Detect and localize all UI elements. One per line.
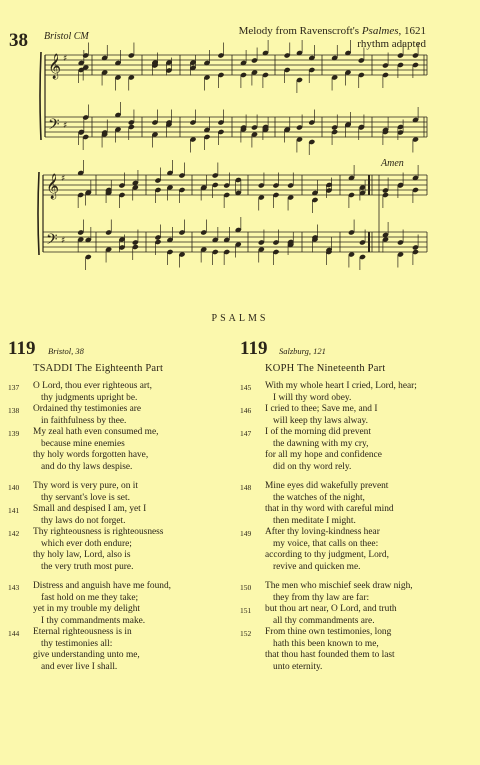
part-title: TSADDI The Eighteenth Part (33, 363, 164, 374)
psalm-number: 119 (8, 338, 36, 359)
psalm-header (8, 338, 228, 358)
verse-number: 149 (240, 529, 252, 538)
music-score (0, 0, 480, 300)
verse-line: will keep thy laws alway. (273, 415, 368, 426)
verse-line: thy holy words forgotten have, (33, 450, 149, 460)
verse-line: Eternal righteousness is in (33, 627, 132, 637)
psalm-header (240, 338, 460, 358)
verse (8, 381, 228, 404)
sharp-icon: ♯ (61, 236, 66, 246)
verse-number: 142 (8, 529, 20, 538)
verse-line: the dawning with my cry, (273, 438, 369, 449)
verse-line: yet in my trouble my delight (33, 604, 141, 614)
sharp-icon: ♯ (63, 121, 68, 131)
hymn-number: 38 (9, 30, 28, 51)
verse (240, 481, 460, 527)
verse-number: 139 (8, 429, 20, 438)
verse (8, 504, 228, 527)
verse (240, 527, 460, 573)
verse (8, 527, 228, 573)
verse-line: I cried to thee; Save me, and I (265, 404, 378, 414)
sharp-icon: ♯ (63, 54, 68, 64)
verse-line: thy laws do not forget. (41, 515, 126, 526)
verse-line: give understanding unto me, (33, 650, 140, 660)
verse-line: that thou hast founded them to last (265, 650, 395, 660)
amen-label: Amen (381, 158, 404, 169)
verse-line: From thine own testimonies, long (265, 627, 392, 637)
verse-number: 152 (240, 629, 252, 638)
melody-credit-source: Psalmes (361, 25, 399, 37)
verse (240, 581, 460, 604)
verse (8, 627, 228, 673)
verse-line: Thy righteousness is righteousness (33, 527, 164, 537)
verse-number: 144 (8, 629, 20, 638)
verse-number: 150 (240, 583, 252, 592)
verse-line: I will thy word obey. (273, 392, 352, 403)
verse-number: 146 (240, 406, 252, 415)
verse-line: and ever live I shall. (41, 661, 118, 672)
verse-line: fast hold on me they take; (41, 592, 139, 603)
melody-credit-year: , 1621 (398, 25, 426, 37)
psalm-right (240, 338, 460, 673)
verse (240, 627, 460, 673)
verse-line: they from thy law are far: (273, 592, 370, 603)
melody-credit-note: rhythm adapted (357, 38, 426, 50)
verse-line: thy testimonies all: (41, 638, 113, 649)
verse-line: I of the morning did prevent (265, 427, 371, 437)
verse (8, 481, 228, 504)
verse (240, 404, 460, 427)
verse-line: Small and despised I am, yet I (33, 504, 147, 514)
verse-number: 141 (8, 506, 20, 515)
treble-clef-icon: 𝄞 (48, 54, 62, 79)
verse-line: hath this been known to me, (273, 638, 379, 649)
sharp-icon: ♯ (61, 174, 66, 184)
verse (240, 381, 460, 404)
bass-clef-icon: 𝄢 (46, 231, 58, 252)
verse-line: did on thy word rely. (273, 461, 352, 472)
verse-line: O Lord, thou ever righteous art, (33, 381, 152, 391)
verse-line: After thy loving-kindness hear (265, 527, 380, 537)
verse (240, 604, 460, 627)
verse-number: 151 (240, 606, 252, 615)
verse-number: 148 (240, 483, 252, 492)
verse-line: according to thy judgment, Lord, (265, 550, 389, 560)
verse-line: and do thy laws despise. (41, 461, 133, 472)
psalm-number: 119 (240, 338, 268, 359)
verse-line: unto eternity. (273, 661, 323, 672)
verse-number: 145 (240, 383, 252, 392)
verse (8, 404, 228, 427)
bass-clef-icon: 𝄢 (48, 116, 60, 137)
verse-line: Distress and anguish have me found, (33, 581, 171, 591)
verse-line: then meditate I might. (273, 515, 356, 526)
verse (8, 581, 228, 627)
verse-line: the watches of the night, (273, 492, 365, 503)
psalm-tune: Salzburg, 121 (279, 346, 326, 356)
verse-number: 140 (8, 483, 20, 492)
system-brace (40, 52, 41, 140)
part-title: KOPH The Nineteenth Part (265, 363, 386, 374)
verse-line: which ever doth endure; (41, 538, 132, 549)
verse-line: revive and quicken me. (273, 561, 361, 572)
verse-line: in faithfulness by thee. (41, 415, 127, 426)
verse-number: 137 (8, 383, 20, 392)
verse-number: 143 (8, 583, 20, 592)
system-brace (38, 172, 39, 255)
verse-line: Ordained thy testimonies are (33, 404, 142, 414)
verse-line: thy judgments upright be. (41, 392, 138, 403)
verse-line: but thou art near, O Lord, and truth (265, 604, 397, 614)
verse-line: my voice, that calls on thee: (273, 538, 379, 549)
treble-clef-icon: 𝄞 (46, 174, 60, 199)
verse-line: The men who mischief seek draw nigh, (265, 581, 413, 591)
melody-credit-prefix: Melody from Ravenscroft's (238, 25, 362, 37)
verse (240, 427, 460, 473)
verse-line: My zeal hath even consumed me, (33, 427, 159, 437)
section-title: PSALMS (211, 313, 269, 324)
verse-line: because mine enemies (41, 438, 125, 449)
verse-number: 147 (240, 429, 252, 438)
verse-line: all thy commandments are. (273, 615, 375, 626)
verse-line: Thy word is very pure, on it (33, 481, 138, 491)
psalm-left (8, 338, 228, 673)
verse-line: Mine eyes did wakefully prevent (265, 481, 389, 491)
verse-line: I thy commandments make. (41, 615, 146, 626)
verse (8, 427, 228, 473)
verse-line: thy servant's love is set. (41, 492, 130, 503)
verse-number: 138 (8, 406, 20, 415)
verse-line: thy holy law, Lord, also is (33, 550, 131, 560)
verse-line: that in thy word with careful mind (265, 504, 394, 514)
verse-line: With my whole heart I cried, Lord, hear; (265, 381, 417, 391)
psalm-tune: Bristol, 38 (48, 346, 84, 356)
verse-line: the very truth most pure. (41, 561, 134, 572)
verse-line: for all my hope and confidence (265, 450, 382, 460)
tune-name: Bristol CM (44, 31, 89, 42)
